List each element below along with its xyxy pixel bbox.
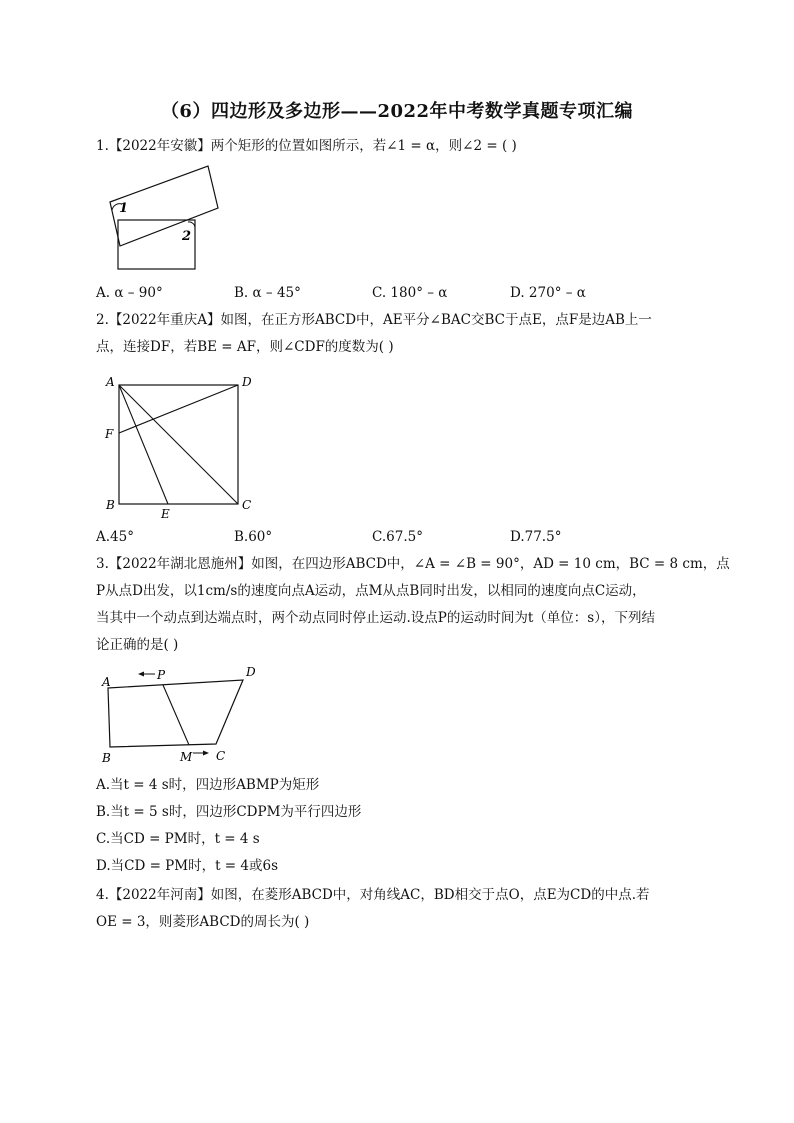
q3-label-p: P: [157, 668, 166, 682]
q2-option-c: C.67.5°: [372, 529, 423, 545]
q2-label-e: E: [161, 507, 170, 521]
q3-label-a: A: [102, 675, 111, 689]
q2-diagonal-ac: [119, 385, 238, 504]
q2-option-a: A.45°: [96, 529, 134, 545]
q2-line2: 点，连接DF，若BE = AF，则∠CDF的度数为( ): [96, 339, 394, 355]
q3-figure: [100, 662, 265, 770]
q4-line2: OE = 3，则菱形ABCD的周长为( ): [96, 914, 310, 930]
q1-figure: [100, 160, 230, 275]
q3-line2: P从点D出发，以1cm/s的速度向点A运动，点M从点B同时出发，以相同的速度向点C运动，: [96, 583, 646, 599]
q3-option-d: D.当CD = PM时，t = 4或6s: [96, 858, 279, 874]
q4-line1: 4.【2022年河南】如图，在菱形ABCD中，对角线AC，BD相交于点O，点E为CD的中点.若: [96, 887, 650, 903]
q1-angle2-arc: [188, 222, 195, 228]
q1-option-d: D. 270° – α: [510, 285, 586, 301]
q2-label-c: C: [242, 498, 252, 512]
q3-line3: 当其中一个动点到达端点时，两个动点同时停止运动.设点P的运动时间为t（单位：s），下列结: [96, 610, 655, 626]
q1-label-2: 2: [182, 229, 192, 244]
q2-label-d: D: [242, 375, 252, 389]
q3-label-b: B: [102, 751, 111, 765]
q2-figure: [100, 372, 260, 522]
q1-lower-rectangle: [118, 220, 195, 269]
q3-option-b: B.当t = 5 s时，四边形CDPM为平行四边形: [96, 804, 362, 820]
q3-option-a: A.当t = 4 s时，四边形ABMP为矩形: [96, 777, 320, 793]
q2-line1: 2.【2022年重庆A】如图，在正方形ABCD中，AE平分∠BAC交BC于点E，点F是边AB上一: [96, 312, 652, 328]
q3-segment-pm: [163, 685, 189, 745]
page-title: （6）四边形及多边形——2022年中考数学真题专项汇编: [160, 101, 634, 122]
q3-arrow-m-head: [203, 751, 209, 756]
q1-option-b: B. α – 45°: [234, 285, 301, 301]
q3-arrow-p-head: [138, 672, 144, 677]
q2-label-f: F: [105, 427, 114, 441]
q1-text: 1.【2022年安徽】两个矩形的位置如图所示，若∠1 = α，则∠2 = ( ): [96, 138, 517, 154]
q1-label-1: 1: [119, 201, 129, 216]
q1-option-c: C. 180° – α: [372, 285, 448, 301]
q3-label-m: M: [180, 750, 193, 764]
q2-segment-df: [119, 385, 238, 433]
q2-option-b: B.60°: [234, 529, 273, 545]
q3-label-d: D: [246, 665, 256, 679]
q1-option-a: A. α – 90°: [96, 285, 163, 301]
q2-label-b: B: [106, 498, 115, 512]
q3-label-c: C: [216, 749, 226, 763]
q2-segment-ae: [119, 385, 168, 504]
q2-label-a: A: [106, 375, 115, 389]
q3-option-c: C.当CD = PM时，t = 4 s: [96, 831, 260, 847]
q3-line4: 论正确的是( ): [96, 637, 179, 653]
q3-line1: 3.【2022年湖北恩施州】如图，在四边形ABCD中，∠A = ∠B = 90°，AD = 10 cm，BC = 8 cm，点: [96, 556, 730, 572]
q2-option-d: D.77.5°: [510, 529, 562, 545]
